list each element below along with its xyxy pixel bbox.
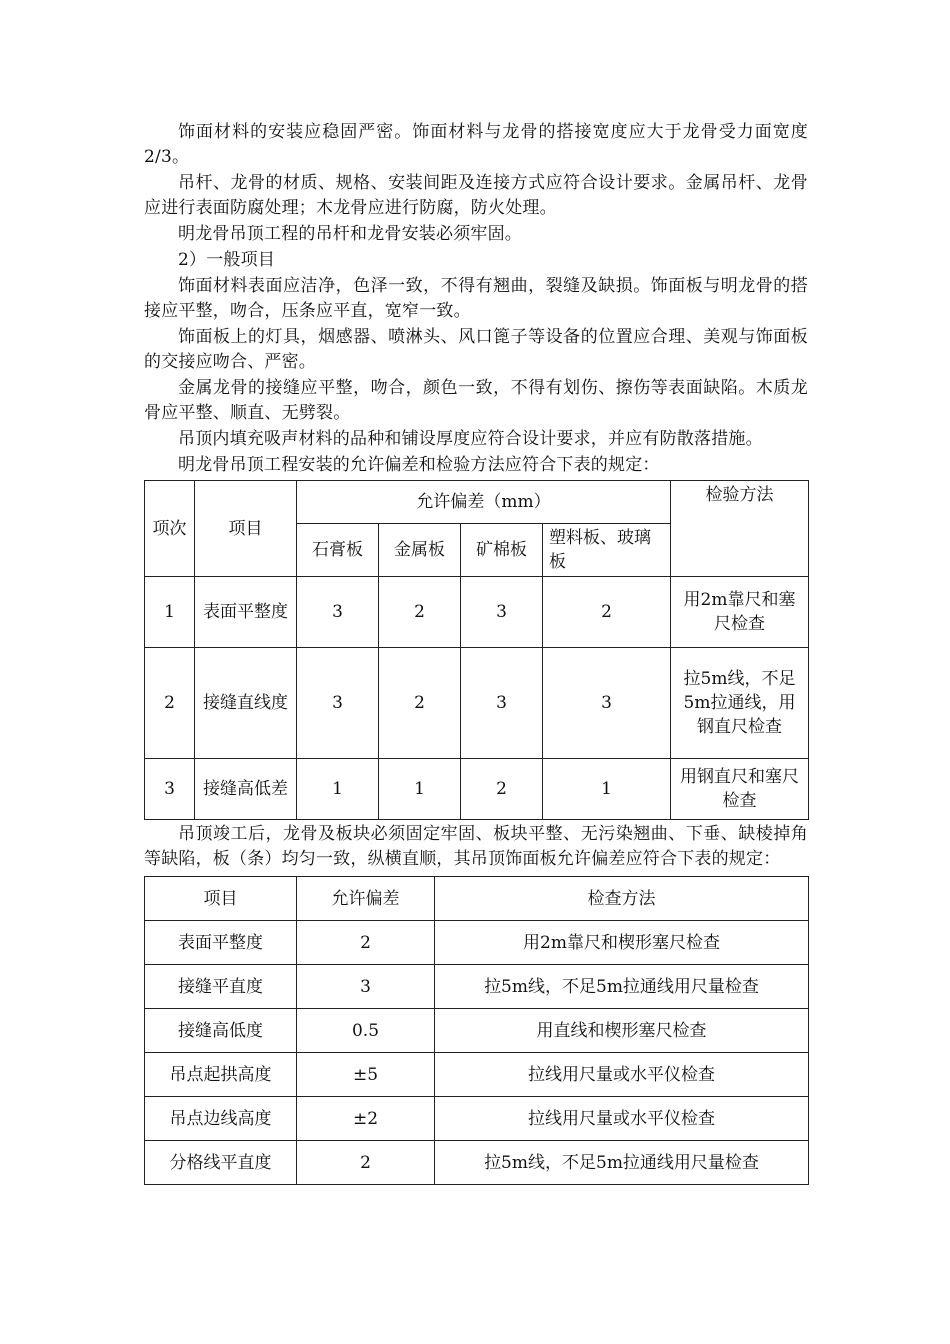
section-heading: 2）一般项目 <box>178 250 276 270</box>
table-row <box>145 1097 809 1141</box>
cell-value: 3 <box>461 648 543 759</box>
cell-value: 0.5 <box>297 1009 435 1053</box>
paragraph: 金属龙骨的接缝应平整，吻合，颜色一致，不得有划伤、擦伤等表面缺陷。木质龙骨应平整、顺直、无劈裂。 <box>144 378 808 423</box>
header-method: 检查方法 <box>435 877 809 921</box>
paragraph: 吊顶内填充吸声材料的品种和铺设厚度应符合设计要求，并应有防散落措施。 <box>178 429 763 449</box>
table-row <box>145 648 809 759</box>
table-header-row <box>145 481 809 524</box>
cell-value: 2 <box>297 1141 435 1185</box>
table-row <box>145 1141 809 1185</box>
cell-item: 表面平整度 <box>195 577 297 648</box>
header-item: 项目 <box>145 877 297 921</box>
cell-value: 1 <box>297 759 379 820</box>
table-caption: 明龙骨吊顶工程安装的允许偏差和检验方法应符合下表的规定： <box>178 455 660 475</box>
header-material: 塑料板、玻璃板 <box>543 524 671 577</box>
header-item: 项目 <box>195 481 297 577</box>
cell-method: 拉5m线，不足5m拉通线，用钢直尺检查 <box>671 648 809 759</box>
tolerance-table-2 <box>144 876 809 1185</box>
cell-item: 表面平整度 <box>145 921 297 965</box>
cell-method: 用2m靠尺和塞尺检查 <box>671 577 809 648</box>
header-material: 金属板 <box>379 524 461 577</box>
cell-item: 接缝高低差 <box>195 759 297 820</box>
cell-value: 2 <box>543 577 671 648</box>
cell-value: 2 <box>379 577 461 648</box>
table-row <box>145 1009 809 1053</box>
table-row <box>145 759 809 820</box>
cell-method: 拉5m线，不足5m拉通线用尺量检查 <box>435 965 809 1009</box>
document-page <box>144 120 808 1185</box>
cell-value: ±2 <box>297 1097 435 1141</box>
table-row <box>145 1053 809 1097</box>
header-tolerance: 允许偏差（mm） <box>297 481 671 524</box>
cell-method: 用直线和楔形塞尺检查 <box>435 1009 809 1053</box>
paragraph: 吊顶竣工后，龙骨及板块必须固定牢固、板块平整、无污染翘曲、下垂、缺棱掉角等缺陷，板（条）均匀一致，纵横直顺，其吊顶饰面板允许偏差应符合下表的规定： <box>144 824 808 869</box>
cell-item: 分格线平直度 <box>145 1141 297 1185</box>
paragraph: 饰面板上的灯具，烟感器、喷淋头、风口篦子等设备的位置应合理、美观与饰面板的交接应吻合、严密。 <box>144 327 808 372</box>
header-material: 石膏板 <box>297 524 379 577</box>
header-material: 矿棉板 <box>461 524 543 577</box>
cell-value: 2 <box>297 921 435 965</box>
cell-method: 拉线用尺量或水平仪检查 <box>435 1097 809 1141</box>
cell-item: 接缝直线度 <box>195 648 297 759</box>
cell-method: 拉5m线，不足5m拉通线用尺量检查 <box>435 1141 809 1185</box>
cell-value: 3 <box>461 577 543 648</box>
cell-no: 1 <box>145 577 195 648</box>
cell-method: 拉线用尺量或水平仪检查 <box>435 1053 809 1097</box>
cell-no: 3 <box>145 759 195 820</box>
cell-method: 用2m靠尺和楔形塞尺检查 <box>435 921 809 965</box>
paragraph: 饰面材料表面应洁净，色泽一致，不得有翘曲，裂缝及缺损。饰面板与明龙骨的搭接应平整，吻合，压条应平直，宽窄一致。 <box>144 276 808 321</box>
tolerance-table-1 <box>144 480 809 820</box>
header-index: 项次 <box>145 481 195 577</box>
table-header-row <box>145 877 809 921</box>
paragraph: 吊杆、龙骨的材质、规格、安装间距及连接方式应符合设计要求。金属吊杆、龙骨应进行表面防腐处理；木龙骨应进行防腐，防火处理。 <box>144 173 808 218</box>
cell-no: 2 <box>145 648 195 759</box>
header-method: 检验方法 <box>671 481 809 577</box>
table-row <box>145 577 809 648</box>
cell-value: 3 <box>297 965 435 1009</box>
cell-value: 2 <box>461 759 543 820</box>
table-row <box>145 921 809 965</box>
cell-value: 2 <box>379 648 461 759</box>
cell-method: 用钢直尺和塞尺检查 <box>671 759 809 820</box>
cell-value: ±5 <box>297 1053 435 1097</box>
cell-value: 3 <box>543 648 671 759</box>
cell-item: 接缝平直度 <box>145 965 297 1009</box>
cell-item: 吊点边线高度 <box>145 1097 297 1141</box>
table-row <box>145 965 809 1009</box>
cell-item: 接缝高低度 <box>145 1009 297 1053</box>
paragraph: 明龙骨吊顶工程的吊杆和龙骨安装必须牢固。 <box>178 224 522 244</box>
cell-item: 吊点起拱高度 <box>145 1053 297 1097</box>
header-tolerance: 允许偏差 <box>297 877 435 921</box>
cell-value: 1 <box>543 759 671 820</box>
paragraph: 饰面材料的安装应稳固严密。饰面材料与龙骨的搭接宽度应大于龙骨受力面宽度 2/3。 <box>144 122 808 167</box>
cell-value: 3 <box>297 648 379 759</box>
cell-value: 3 <box>297 577 379 648</box>
cell-value: 1 <box>379 759 461 820</box>
